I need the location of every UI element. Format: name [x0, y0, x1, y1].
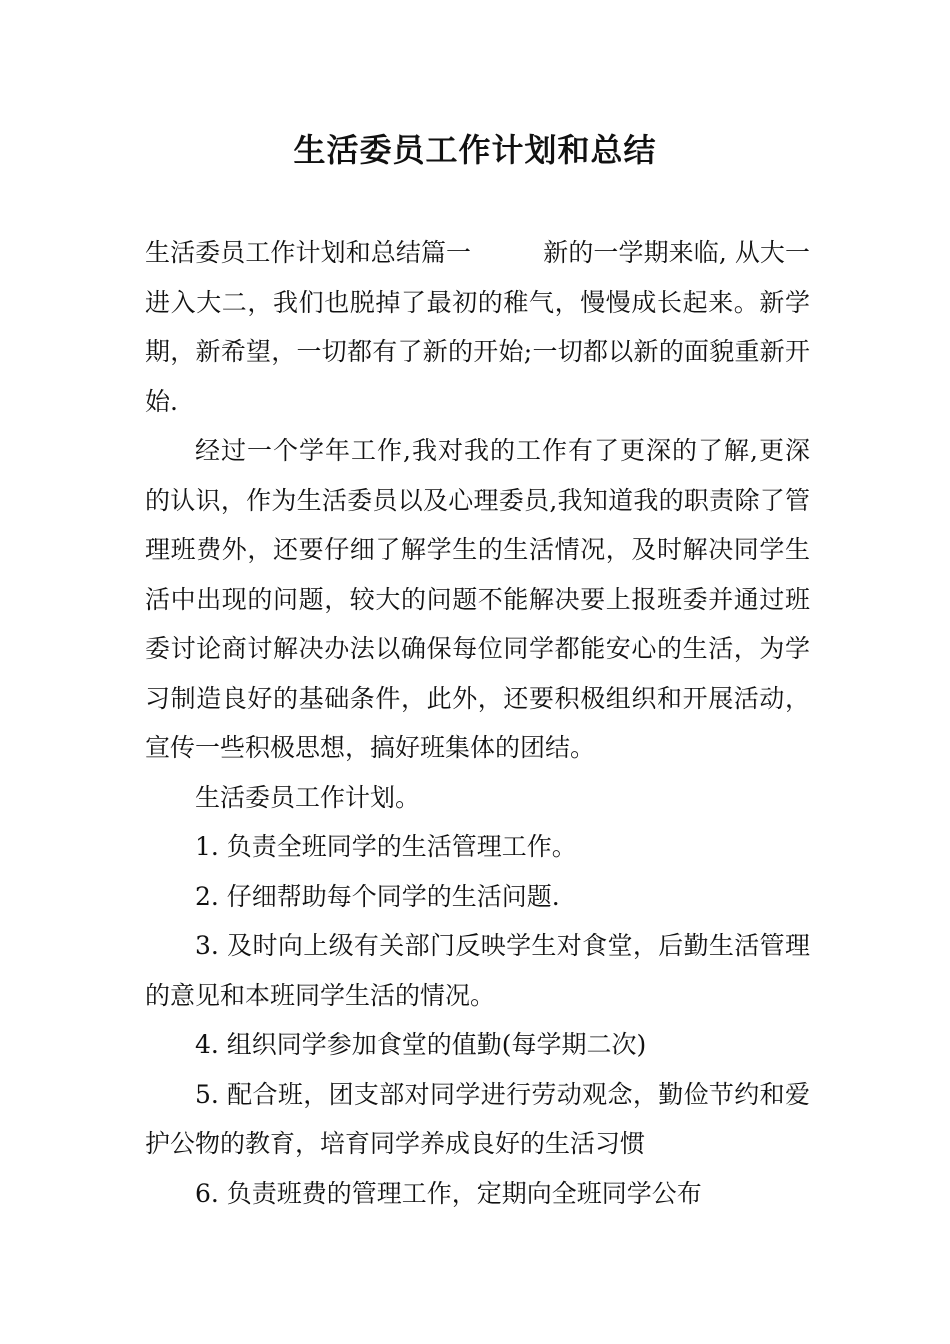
document-title: 生活委员工作计划和总结 [293, 131, 657, 169]
intro-paragraph [145, 228, 810, 426]
intro-text: 新的一学期来临, 从大一进入大二，我们也脱掉了最初的稚气，慢慢成长起来。新学期，新希望，一切都有了新的开始;一切都以新的面貌重新开始. [145, 238, 810, 416]
plan-item-4: 4. 组织同学参加食堂的值勤(每学期二次) [195, 1030, 647, 1059]
plan-heading: 生活委员工作计划。 [195, 782, 421, 812]
plan-item-6: 6. 负责班费的管理工作，定期向全班同学公布 [195, 1178, 702, 1208]
plan-item-5: 5. 配合班，团支部对同学进行劳动观念，勤俭节约和爱护公物的教育，培育同学养成良好的生活习惯 [145, 1079, 810, 1158]
section-heading: 生活委员工作计划和总结篇一 [145, 238, 472, 267]
plan-item-2: 2. 仔细帮助每个同学的生活问题. [195, 881, 560, 911]
paragraph-responsibilities: 经过一个学年工作,我对我的工作有了更深的了解,更深的认识，作为生活委员以及心理委员,我知道我的职责除了管理班费外，还要仔细了解学生的生活情况，及时解决同学生活中出现的问题，较大的问题不能解决要上报班委并通过班委讨论商讨解决办法以确保每位同学都能安心的生活，为学习制造良好的基础条件，此外，还要积极组织和开展活动，宣传一些积极思想，搞好班集体的团结。 [145, 436, 810, 762]
plan-item-3: 3. 及时向上级有关部门反映学生对食堂，后勤生活管理的意见和本班同学生活的情况。 [145, 931, 810, 1010]
plan-item-1: 1. 负责全班同学的生活管理工作。 [195, 832, 577, 861]
document-body [145, 228, 810, 1218]
